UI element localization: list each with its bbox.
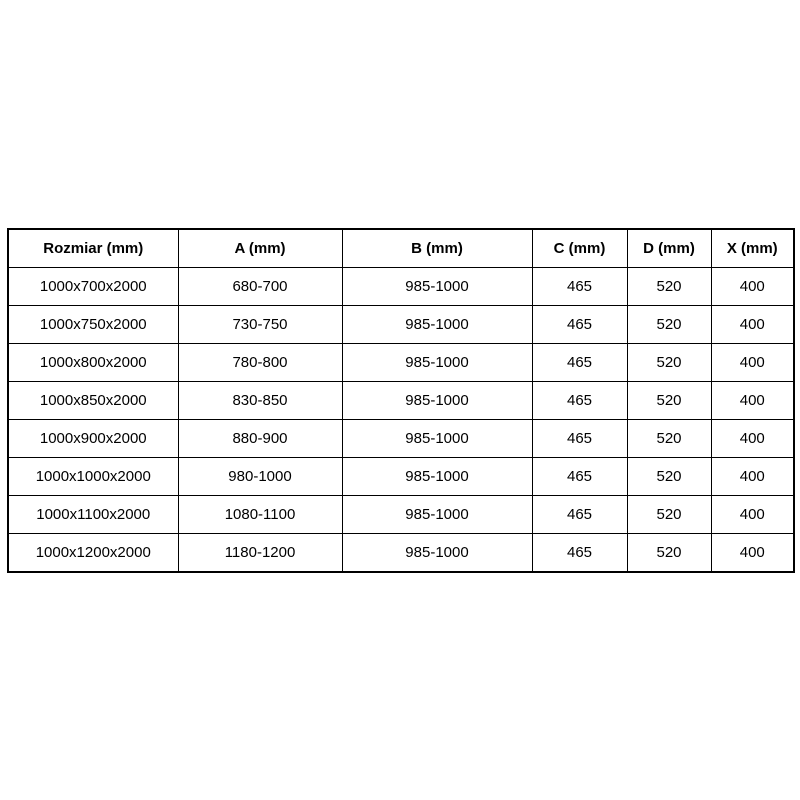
table-cell: 985-1000	[342, 382, 532, 420]
table-cell: 465	[532, 268, 627, 306]
table-cell: 985-1000	[342, 420, 532, 458]
table-cell: 1080-1100	[178, 496, 342, 534]
table-cell: 1000x700x2000	[8, 268, 178, 306]
table-row	[8, 344, 794, 382]
table-cell: 1000x800x2000	[8, 344, 178, 382]
header-cell: C (mm)	[532, 229, 627, 268]
table-cell: 400	[711, 306, 794, 344]
table-cell: 1000x750x2000	[8, 306, 178, 344]
header-cell: X (mm)	[711, 229, 794, 268]
dimensions-table-body	[8, 268, 794, 573]
table-cell: 465	[532, 420, 627, 458]
table-cell: 400	[711, 534, 794, 573]
table-cell: 680-700	[178, 268, 342, 306]
table-cell: 520	[627, 458, 711, 496]
table-cell: 985-1000	[342, 496, 532, 534]
table-cell: 1180-1200	[178, 534, 342, 573]
table-cell: 880-900	[178, 420, 342, 458]
table-row	[8, 534, 794, 573]
table-cell: 465	[532, 534, 627, 573]
table-cell: 1000x1000x2000	[8, 458, 178, 496]
table-cell: 985-1000	[342, 344, 532, 382]
table-cell: 1000x1100x2000	[8, 496, 178, 534]
table-cell: 400	[711, 344, 794, 382]
table-cell: 1000x900x2000	[8, 420, 178, 458]
table-row	[8, 458, 794, 496]
table-row	[8, 382, 794, 420]
table-row	[8, 496, 794, 534]
table-cell: 985-1000	[342, 268, 532, 306]
table-cell: 400	[711, 458, 794, 496]
table-cell: 520	[627, 344, 711, 382]
table-cell: 520	[627, 268, 711, 306]
table-cell: 980-1000	[178, 458, 342, 496]
table-cell: 520	[627, 420, 711, 458]
table-cell: 520	[627, 306, 711, 344]
dimensions-table-head-row	[8, 229, 794, 268]
table-row	[8, 306, 794, 344]
table-cell: 985-1000	[342, 458, 532, 496]
table-cell: 985-1000	[342, 306, 532, 344]
header-cell: B (mm)	[342, 229, 532, 268]
header-cell: Rozmiar (mm)	[8, 229, 178, 268]
header-cell: A (mm)	[178, 229, 342, 268]
table-cell: 985-1000	[342, 534, 532, 573]
dimensions-table	[7, 228, 795, 573]
table-cell: 520	[627, 534, 711, 573]
table-cell: 465	[532, 306, 627, 344]
table-cell: 400	[711, 496, 794, 534]
table-cell: 780-800	[178, 344, 342, 382]
table-row	[8, 268, 794, 306]
table-cell: 1000x1200x2000	[8, 534, 178, 573]
table-cell: 465	[532, 382, 627, 420]
table-cell: 520	[627, 382, 711, 420]
table-cell: 400	[711, 382, 794, 420]
table-cell: 465	[532, 458, 627, 496]
table-cell: 465	[532, 496, 627, 534]
table-cell: 400	[711, 420, 794, 458]
table-row	[8, 420, 794, 458]
table-cell: 830-850	[178, 382, 342, 420]
table-cell: 400	[711, 268, 794, 306]
header-cell: D (mm)	[627, 229, 711, 268]
table-cell: 1000x850x2000	[8, 382, 178, 420]
table-cell: 520	[627, 496, 711, 534]
table-cell: 730-750	[178, 306, 342, 344]
table-cell: 465	[532, 344, 627, 382]
